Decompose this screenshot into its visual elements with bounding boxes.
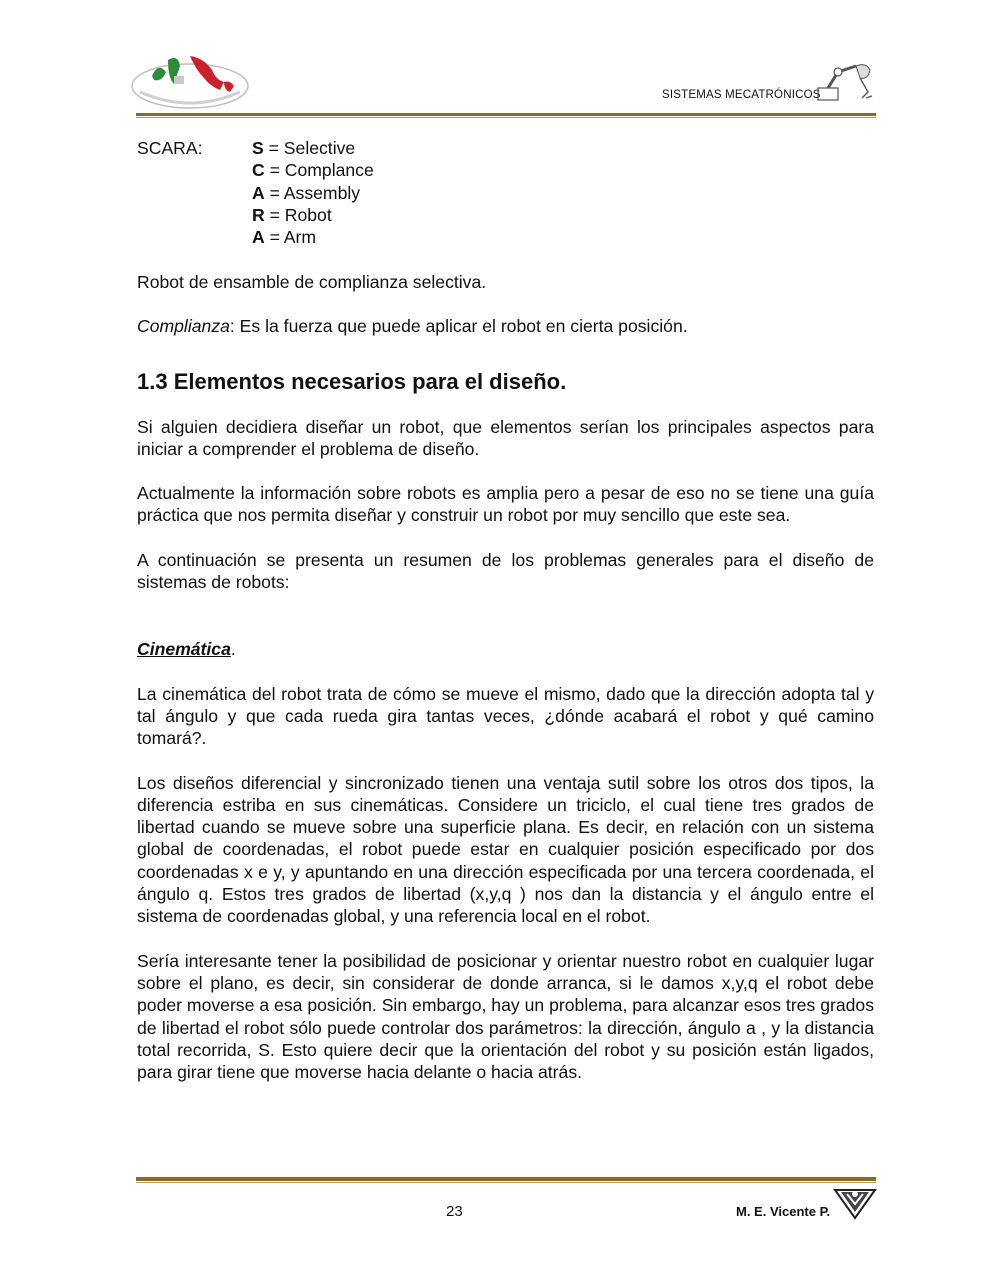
footer-rule: [136, 1177, 876, 1181]
subheading: Cinemática.: [137, 639, 236, 660]
subheading-text: Cinemática: [137, 639, 231, 660]
page-number: 23: [446, 1203, 463, 1220]
paragraph: Los diseños diferencial y sincronizado tienen una ventaja sutil sobre los otros dos tipos, la diferencia estriba en sus cinemáticas. Considere un triciclo, el cual tiene tres grados de libertad cuando se mueve sobre una superficie plana. Es decir, en relación con un sistema global de coordenadas, el robot puede estar en cualquier posición especificado por dos coordenadas x e y, y apuntando en una dirección especificada por una tercera coordenada, el ángulo q. Estos tres grados de libertad (x,y,q ) nos dan la distancia y el ángulo entre el sistema de coordenadas global, y una referencia local en el robot.: [137, 772, 874, 927]
scara-item: A = Assembly: [252, 182, 361, 203]
author-name: M. E. Vicente P.: [736, 1204, 831, 1219]
author-triangle-logo-icon: [833, 1186, 877, 1220]
section-heading: 1.3 Elementos necesarios para el diseño.: [137, 368, 567, 394]
scara-acronym-list: [252, 137, 374, 248]
header-rule-thin: [136, 117, 876, 118]
robot-arm-icon: [816, 58, 876, 104]
scara-item: S = Selective: [252, 138, 356, 158]
paragraph: Si alguien decidiera diseñar un robot, que elementos serían los principales aspectos para iniciar a comprender el problema de diseño.: [137, 416, 874, 459]
scara-label: SCARA:: [137, 138, 203, 158]
header-title: SISTEMAS MECATRÓNICOS: [662, 89, 821, 101]
footer-rule-thin: [136, 1182, 876, 1183]
scara-item: A = Arm: [252, 227, 317, 248]
paragraph: Sería interesante tener la posibilidad de posicionar y orientar nuestro robot en cualquier lugar sobre el plano, es decir, sin considerar de donde arranca, si le damos x,y,q el robot debe poder moverse a esa posición. Sin embargo, hay un problema, para alcanzar esos tres grados de libertad el robot sólo puede controlar dos parámetros: la dirección, ángulo a , y la distancia total recorrida, S. Esto quiere decir que la orientación del robot y su posición están ligados, para girar tiene que moverse hacia delante o hacia atrás.: [137, 950, 874, 1083]
term: Complianza: [137, 316, 230, 337]
scara-item: R = Robot: [252, 204, 332, 225]
header-rule: [136, 113, 876, 116]
page-content: [137, 137, 874, 1083]
paragraph: La cinemática del robot trata de cómo se mueve el mismo, dado que la dirección adopta tal y tal ángulo y que cada rueda gira tantas veces, ¿dónde acabará el robot y qué camino tomará?.: [137, 683, 874, 749]
paragraph: Robot de ensamble de complianza selectiva.: [137, 272, 487, 292]
scara-item: C = Complance: [252, 160, 374, 181]
complianza-definition: Complianza: Es la fuerza que puede aplicar el robot en cierta posición.: [137, 316, 688, 337]
paragraph: Actualmente la información sobre robots es amplia pero a pesar de eso no se tiene una guía práctica que nos permita diseñar y construir un robot por muy sencillo que este sea.: [137, 483, 874, 526]
scara-definition: [137, 137, 874, 249]
institution-logo-icon: [128, 46, 252, 112]
paragraph: A continuación se presenta un resumen de los problemas generales para el diseño de sistemas de robots:: [137, 549, 874, 593]
